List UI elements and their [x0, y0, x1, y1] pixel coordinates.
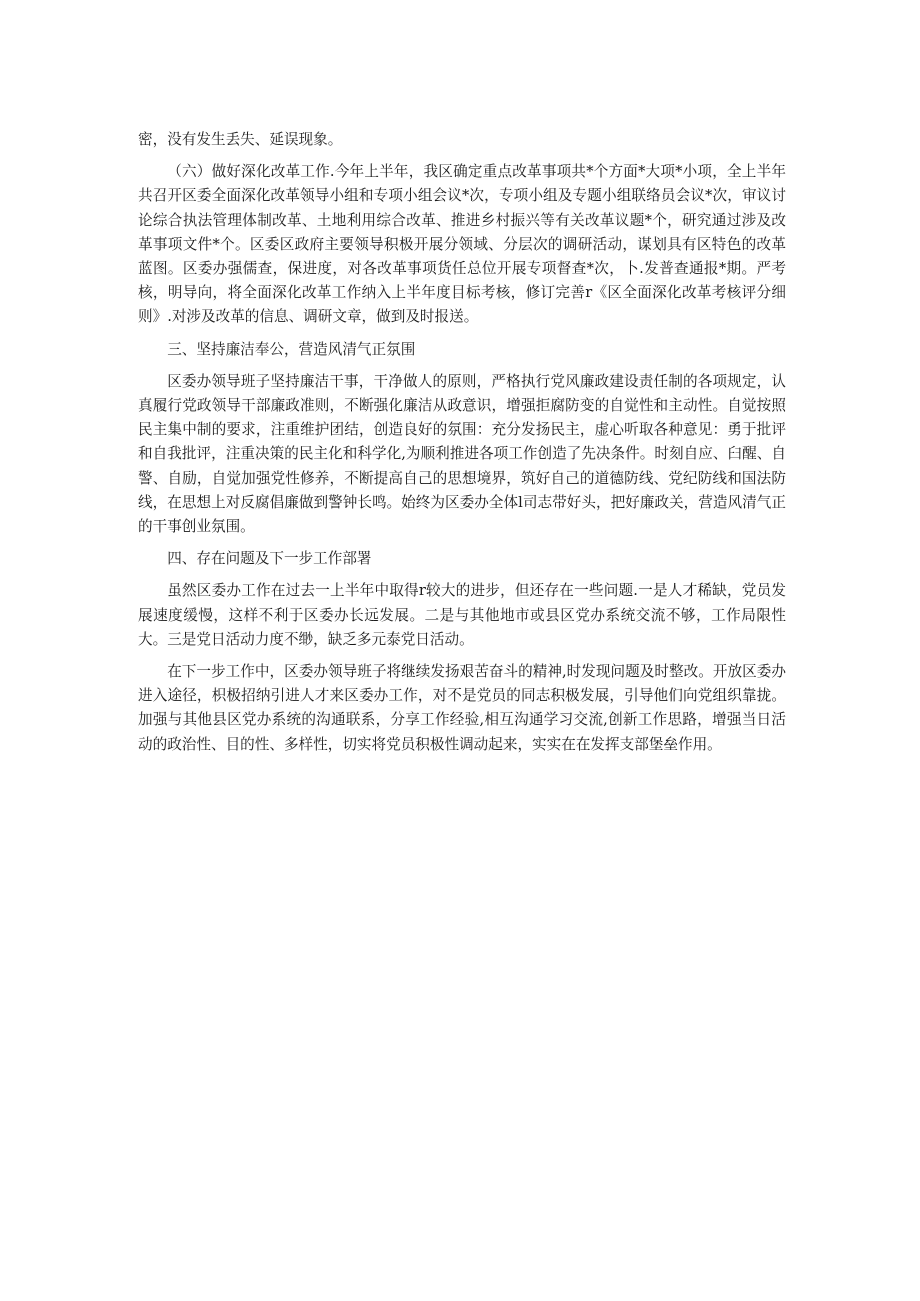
- paragraph-reform-work: （六）做好深化改革工作.今年上半年，我区确定重点改革事项共*个方面*大项*小项，全上半年共召开区委全面深化改革领导小组和专项小组会议*次，专项小组及专题小组联络员会议*次，审议讨论综合执法管理体制改革、土地利用综合改革、推进乡村振兴等有关改革议题*个，研究通过涉及改革事项文件*个。区委区政府主要领导积极开展分领域、分层次的调研活动，谋划具有区特色的改革蓝图。区委办强儒查，保进度，对各改革事项货任总位开展专项督查*次，卜.发普查通报*期。严考核，明导向，将全面深化改革工作纳入上半年度目标考核，修订完善r《区全面深化改革考核评分细则》.对涉及改革的信息、调研文章，做到及时报送。: [138, 163, 786, 326]
- section-heading-integrity: 三、坚持廉洁奉公，营造风清气正氛围: [167, 340, 416, 358]
- paragraph-continuation: 密，没有发生丢失、延误现象。: [138, 131, 343, 148]
- document-body: [138, 128, 786, 765]
- paragraph-next-steps: 在下一步工作中，区委办领导班子将继续发扬艰苦奋斗的精神,时发现问题及时整改。开放区委办进入途径，枳极招纳引进人才来区委办工作，对不是党员的同志积极发展，引导他们向党组织靠拢。加强与其他县区党办系统的沟通联系，分享工作经验,相互沟通学习交流,创新工作思路，增强当日活动的政治性、目的性、多样性，切实将党员积极性调动起来，实实在在发挥支部堡垒作用。: [138, 663, 786, 753]
- paragraph-integrity: 区委办领导班子坚持廉洁干事，干净做人的原则，严格执行党风廉政建设责任制的各项规定，认真履行党政领导干部廉政准则，不断强化廉洁从政意识，增强拒腐防变的自觉性和主动性。自觉按照民主集中制的要求，注重维护团结，创造良好的氛围：充分发扬民主，虚心听取各种意见：勇于批评和自我批评，注重决策的民主化和科学化,为顺利推进各项工作创造了先决条件。时刻自应、臼醒、自警、自励，自觉加强党性修养，不断提高自己的思想境界，筑好自己的道德防线、党纪防线和国法防线，在思想上对反腐倡廉做到警钟长鸣。始终为区委办全体l司志带好头，把好廉政关，营造风清气正的干事创业氛围。: [138, 372, 786, 536]
- section-heading-problems: 四、存在问题及下一步工作部署: [167, 550, 372, 568]
- paragraph-problems: 虽然区委办工作在过去一上半年中取得r较大的进步，但还存在一些问题.一是人才稀缺，党员发展速度缓慢，这样不利于区委办长远发展。二是与其他地市或县区党办系统交流不够，工作局限性大。三是党日活动力度不缈，缺乏多元泰党日活动。: [138, 582, 786, 648]
